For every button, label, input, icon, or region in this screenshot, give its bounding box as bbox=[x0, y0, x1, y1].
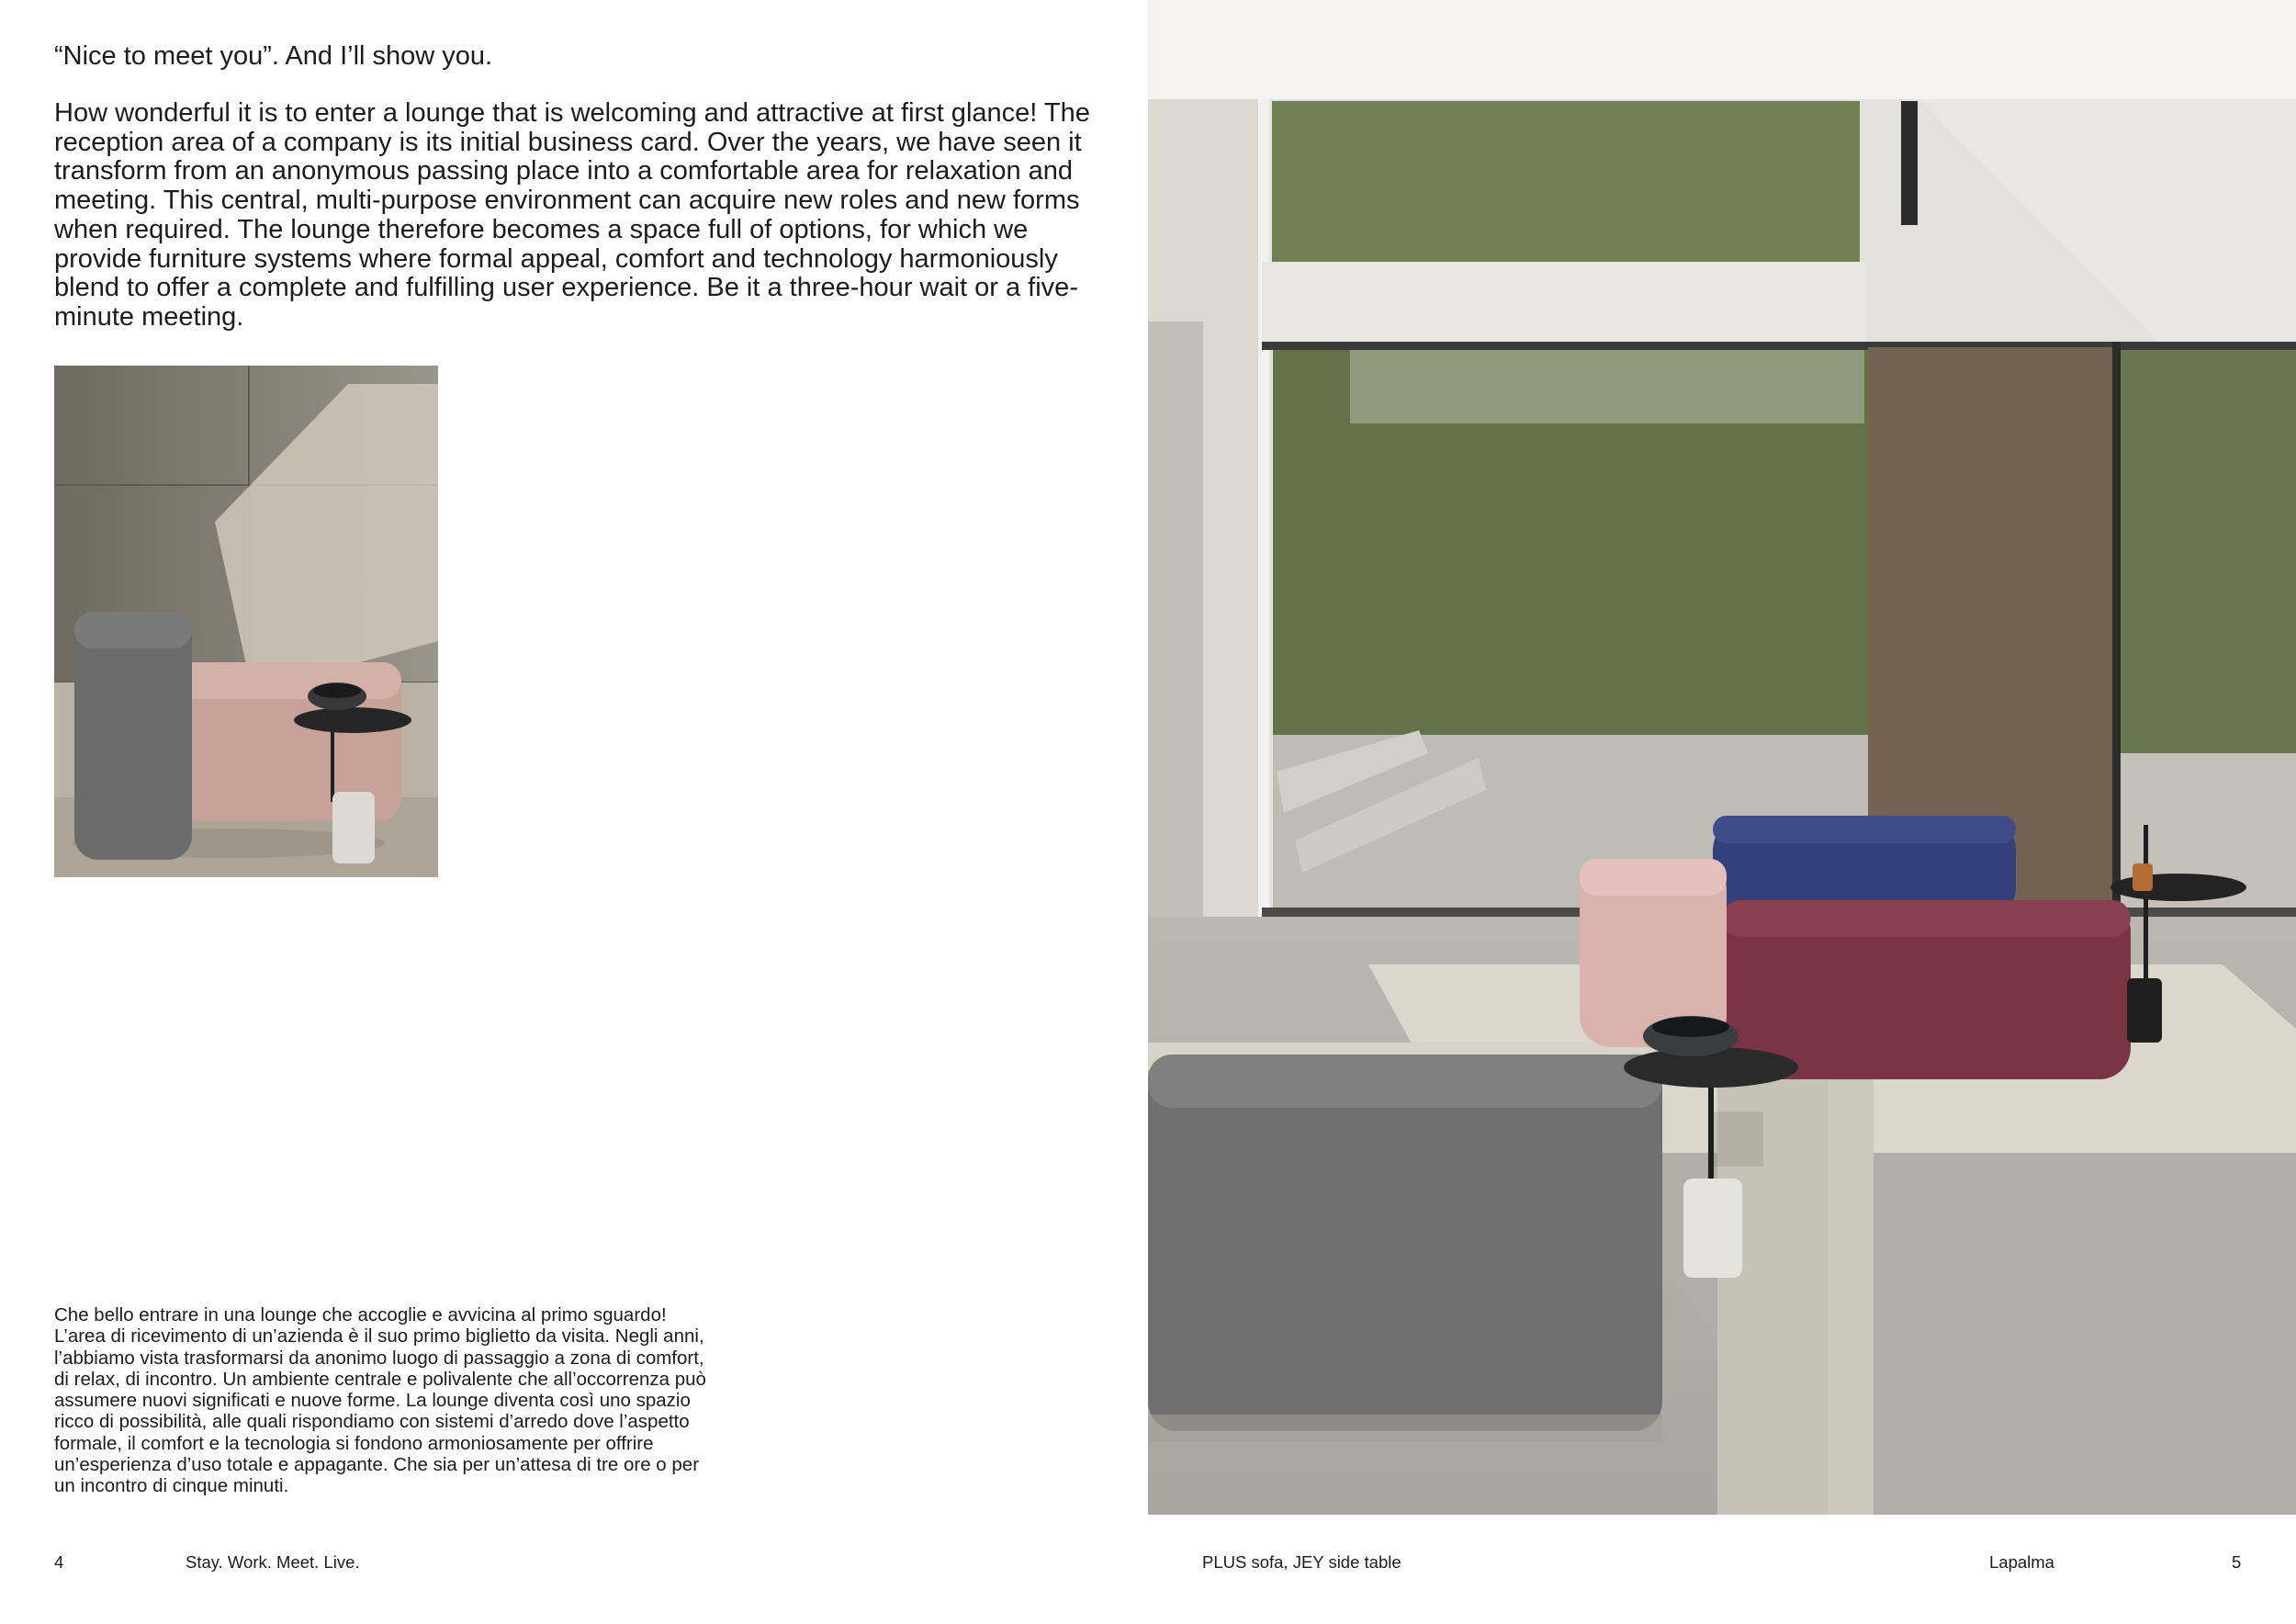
intro-paragraph-english: How wonderful it is to enter a lounge that is welcoming and attractive at first glance! The reception area of a company is its initial business card. Over the years, we have seen it transform from an anonymous passing place into a comfortable area for relaxation and meeting. This central, multi-purpose environment can acquire new roles and new forms when required. The lounge therefore becomes a space full of options, for which we provide furniture systems where formal appeal, comfort and technology harmoniously blend to offer a complete and fulfilling user experience. Be it a three-hour wait or a five-minute meeting. bbox=[54, 98, 1090, 332]
left-running-title: Stay. Work. Meet. Live. bbox=[186, 1552, 360, 1572]
left-page-number: 4 bbox=[54, 1552, 64, 1572]
intro-paragraph-italian: Che bello entrare in una lounge che accoglie e avvicina al primo sguardo! L’area di ricevimento di un’azienda è il suo primo biglietto da visita. Negli anni, l’abbiamo vista trasformarsi da anonimo luogo di passaggio a zona di comfort, di relax, di incontro. Un ambiente centrale e polivalente che all’occorrenza può assumere nuovi significati e nuove forme. La lounge diventa così uno spazio ricco di possibilità, alle quali rispondiamo con sistemi d’arredo dove l’aspetto formale, il comfort e la tecnologia si fondono armoniosamente per offrire un’esperienza d’uso totale e appagante. Che sia per un’attesa di tre ore o per un incontro di cinque minuti. bbox=[54, 1304, 706, 1497]
detail-photo-plus-sofa bbox=[54, 366, 438, 877]
photo-caption: PLUS sofa, JEY side table bbox=[1202, 1552, 1401, 1572]
hero-photo-lounge bbox=[1148, 0, 2296, 1515]
brand-name: Lapalma bbox=[1989, 1552, 2054, 1572]
spread-heading: “Nice to meet you”. And I’ll show you. bbox=[54, 41, 493, 71]
right-page-number: 5 bbox=[2232, 1552, 2242, 1572]
